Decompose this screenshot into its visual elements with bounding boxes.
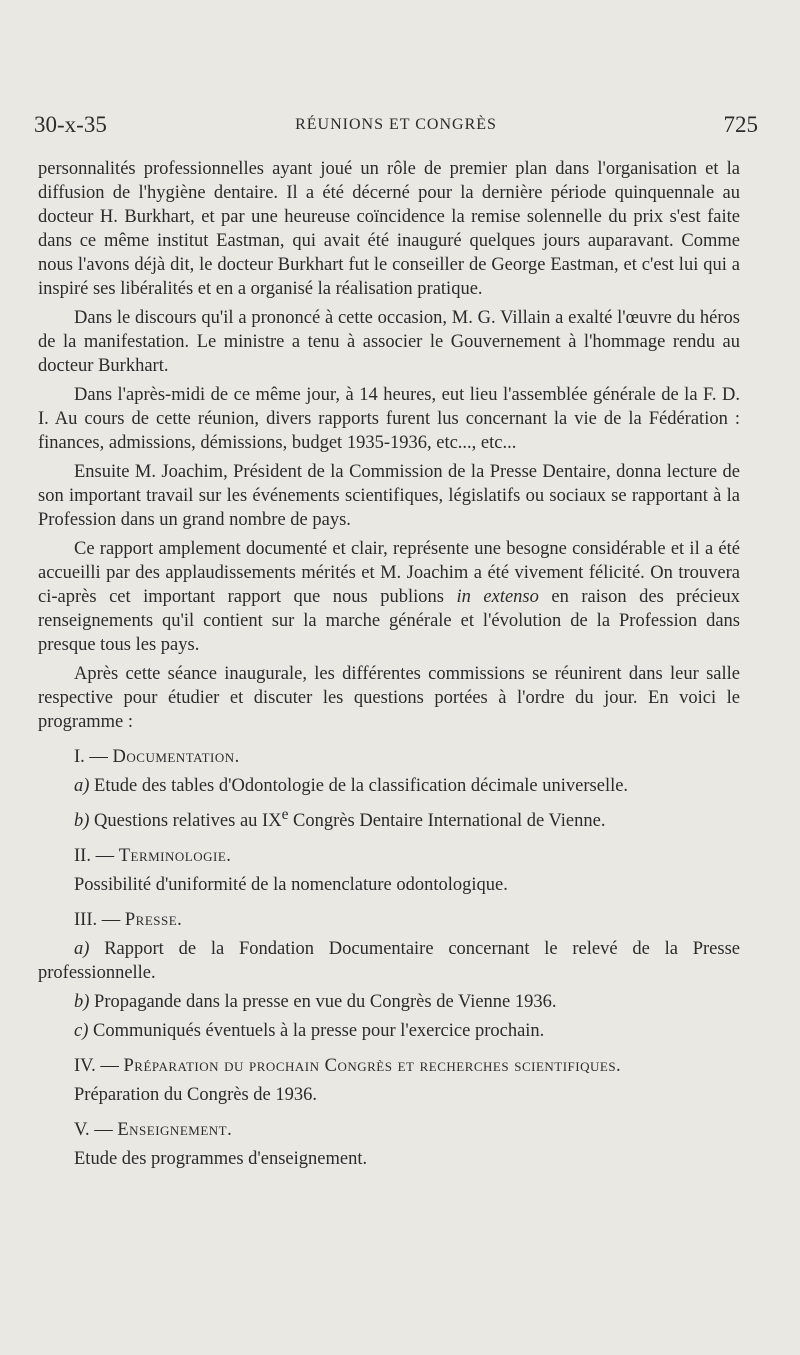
section-4-heading <box>38 1054 740 1078</box>
paragraph-5-text: Ce rapport amplement documenté et clair, représente une besogne considérable et il a été accueilli par des applaudissements mérités et M. Joachim a été vivement félicité. On trouvera ci-après cet important rapport que nous publions <box>38 539 740 607</box>
section-1-item-a <box>38 774 740 798</box>
section-3-number: III. — <box>74 910 125 931</box>
section-3-item-a-text: Rapport de la Fondation Documentaire concernant le relevé de la Presse professionnelle. <box>38 939 740 984</box>
section-3-title: Presse. <box>124 910 183 931</box>
section-3-heading <box>38 908 740 932</box>
section-5-text: Etude des programmes d'enseignement. <box>74 1149 368 1170</box>
section-2-heading <box>38 844 740 868</box>
section-1-item-b-text: Questions relatives au IX <box>89 811 282 832</box>
paragraph-5-text-end: en raison des précieux renseignements qu'il contient sur la marche générale et l'évolution de la Profession dans presque tous les pays. <box>38 587 740 655</box>
paragraph-3: Dans l'après-midi de ce même jour, à 14 heures, eut lieu l'assemblée générale de la F. D. I. Au cours de cette réunion, divers rapports furent lus concernant la vie de la Fédération : finances, admissions, démissions, budget 1935-1936, etc..., etc... <box>38 385 740 453</box>
section-5-title: Enseignement. <box>117 1120 233 1141</box>
paragraph-5 <box>38 537 740 657</box>
section-3-item-a <box>38 937 740 985</box>
section-5-number: V. — <box>74 1120 118 1141</box>
section-5-heading <box>38 1118 740 1142</box>
section-2-text: Possibilité d'uniformité de la nomenclature odontologique. <box>74 875 508 896</box>
item-marker-b: b) <box>74 811 90 832</box>
item-marker-c: c) <box>74 1021 89 1042</box>
section-1-title: Documentation. <box>112 747 240 767</box>
running-title: RÉUNIONS ET CONGRÈS <box>295 116 497 133</box>
section-1-item-a-text: Etude des tables d'Odontologie de la classification décimale universelle. <box>89 776 629 796</box>
section-3-item-b-text: Propagande dans la presse en vue du Congrès de Vienne 1936. <box>89 992 557 1013</box>
section-1-item-b-text-end: Congrès Dentaire International de Vienne. <box>288 811 606 832</box>
section-2-title: Terminologie. <box>118 846 232 867</box>
section-1-heading <box>38 745 740 769</box>
section-4-number: IV. — <box>74 1056 124 1077</box>
paragraph-4: Ensuite M. Joachim, Président de la Commission de la Presse Dentaire, donna lecture de son important travail sur les événements scientifiques, législatifs ou sociaux se rapportant à la Profession dans un grand nombre de pays. <box>38 462 740 530</box>
section-1-number: I. — <box>74 747 113 767</box>
item-marker-a: a) <box>74 776 90 796</box>
page-header <box>34 112 758 142</box>
paragraph-6: Après cette séance inaugurale, les différentes commissions se réunirent dans leur salle respective pour étudier et discuter les questions portées à l'ordre du jour. En voici le programme : <box>38 664 740 732</box>
item-marker-b: b) <box>74 992 90 1013</box>
section-4-title: Préparation du prochain Congrès et recherches scientifiques. <box>123 1056 622 1077</box>
section-1-item-b <box>38 803 740 833</box>
page-number: 725 <box>723 112 758 137</box>
paragraph-2: Dans le discours qu'il a prononcé à cette occasion, M. G. Villain a exalté l'œuvre du héros de la manifestation. Le ministre a tenu à associer le Gouvernement à l'hommage rendu au docteur Burkhart. <box>38 308 740 376</box>
section-3-item-b <box>38 990 740 1014</box>
page-body <box>38 157 740 1176</box>
paragraph-1: personnalités professionnelles ayant joué un rôle de premier plan dans l'organisation et la diffusion de l'hygiène dentaire. Il a été décerné pour la dernière période quinquennale au docteur H. Burkhart, et par une heureuse coïncidence la remise solennelle du prix s'est faite dans ce même institut Eastman, qui avait été inauguré quelques jours auparavant. Comme nous l'avons déjà dit, le docteur Burkhart fut le conseiller de George Eastman, et c'est lui qui a inspiré ses libéralités et en a organisé la réalisation pratique. <box>38 159 740 299</box>
ordinal-superscript: e <box>281 806 289 823</box>
section-2-number: II. — <box>74 846 119 867</box>
item-marker-a: a) <box>74 939 90 960</box>
section-3-item-c <box>38 1019 740 1043</box>
header-date: 30-x-35 <box>34 112 107 137</box>
section-4-text: Préparation du Congrès de 1936. <box>74 1085 318 1106</box>
in-extenso-italic: in extenso <box>456 587 539 607</box>
section-3-item-c-text: Communiqués éventuels à la presse pour l'exercice prochain. <box>88 1021 545 1042</box>
